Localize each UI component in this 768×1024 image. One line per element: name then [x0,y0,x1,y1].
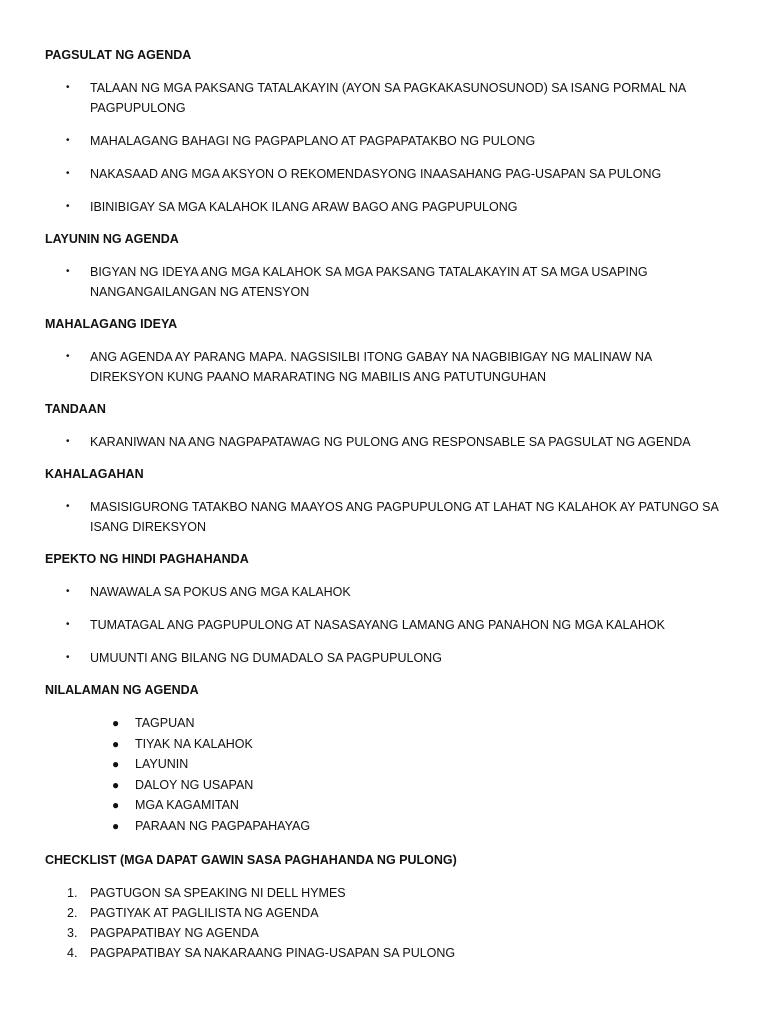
list-item [45,943,728,963]
list-item [45,197,728,217]
bullet-icon: • [66,82,70,93]
list-item [45,131,728,151]
list-number: 1. [67,885,78,900]
bullet-icon: ● [112,736,120,751]
list-item [45,775,728,796]
bullet-list [45,497,728,537]
section-heading: EPEKTO NG HINDI PAGHAHANDA [45,552,249,566]
list-number: 3. [67,925,78,940]
bullet-icon: • [66,652,70,663]
list-item-text: TALAAN NG MGA PAKSANG TATALAKAYIN (AYON SA PAGKAKASUNOSUNOD) SA ISANG PORMAL NA PAGPUPULONG [90,81,686,115]
list-number: 4. [67,945,78,960]
list-item [45,497,728,537]
bullet-icon: • [66,501,70,512]
section-heading: KAHALAGAHAN [45,467,144,481]
list-item-text: KARANIWAN NA ANG NAGPAPATAWAG NG PULONG ANG RESPONSABLE SA PAGSULAT NG AGENDA [90,435,691,449]
bullet-icon: ● [112,777,120,792]
section-mahalagang-ideya [45,315,728,387]
section-heading: MAHALAGANG IDEYA [45,317,178,331]
list-item [45,754,728,775]
list-item-text: LAYUNIN [135,757,189,772]
section-heading: NILALAMAN NG AGENDA [45,683,199,697]
section-layunin-ng-agenda [45,230,728,302]
bullet-list [45,432,728,452]
bullet-icon: • [66,168,70,179]
list-item-text: MGA KAGAMITAN [135,798,239,813]
list-item [45,734,728,755]
list-item-text: MAHALAGANG BAHAGI NG PAGPAPLANO AT PAGPAPATAKBO NG PULONG [90,134,536,148]
list-item-text: PAGPAPATIBAY NG AGENDA [90,925,259,940]
list-item [45,78,728,118]
list-item-text: DALOY NG USAPAN [135,777,254,792]
section-pagsulat-ng-agenda [45,46,728,217]
list-item-text: PAGTUGON SA SPEAKING NI DELL HYMES [90,885,346,900]
bullet-icon: ● [112,757,120,772]
bullet-icon: • [66,266,70,277]
bullet-icon: ● [112,716,120,730]
list-item-text: UMUUNTI ANG BILANG NG DUMADALO SA PAGPUPULONG [90,651,442,665]
list-item-text: NAWAWALA SA POKUS ANG MGA KALAHOK [90,585,351,599]
list-item-text: NAKASAAD ANG MGA AKSYON O REKOMENDASYONG INAASAHANG PAG-USAPAN SA PULONG [90,167,662,181]
bullet-icon: • [66,586,70,597]
bullet-list [45,262,728,302]
section-kahalagahan [45,465,728,537]
bullet-icon: • [66,619,70,630]
list-item-text: BIGYAN NG IDEYA ANG MGA KALAHOK SA MGA PAKSANG TATALAKAYIN AT SA MGA USAPING NANGANGAILANGAN NG ATENSYON [90,265,648,299]
list-item [45,795,728,816]
list-item-text: IBINIBIGAY SA MGA KALAHOK ILANG ARAW BAGO ANG PAGPUPULONG [90,200,518,214]
bullet-icon: • [66,351,70,362]
bullet-list [45,78,728,217]
bullet-icon: ● [112,798,120,813]
section-heading: PAGSULAT NG AGENDA [45,48,192,62]
list-item-text: PAGPAPATIBAY SA NAKARAANG PINAG-USAPAN SA PULONG [90,945,456,960]
list-item [45,164,728,184]
list-item [45,615,728,635]
list-item-text: TIYAK NA KALAHOK [135,736,253,751]
list-item [45,883,728,903]
numbered-list [45,883,728,963]
list-item [45,582,728,602]
section-heading: LAYUNIN NG AGENDA [45,232,179,246]
section-heading: TANDAAN [45,402,106,416]
bullet-icon: ● [112,818,120,833]
list-item [45,903,728,923]
bullet-list [45,582,728,668]
bullet-icon: • [66,201,70,212]
list-item-text: PAGTIYAK AT PAGLILISTA NG AGENDA [90,905,319,920]
list-item-text: PARAAN NG PAGPAPAHAYAG [135,818,311,833]
bullet-icon: • [66,135,70,146]
list-item [45,816,728,837]
list-item [45,347,728,387]
section-tandaan [45,400,728,452]
section-checklist [45,851,728,963]
list-item-text: ANG AGENDA AY PARANG MAPA. NAGSISILBI ITONG GABAY NA NAGBIBIGAY NG MALINAW NA DIREKSYON KUNG PAANO MARARATING NG MABILIS ANG PATUTUNGUHAN [90,350,652,384]
bullet-icon: • [66,436,70,447]
list-item [45,432,728,452]
list-item [45,648,728,668]
dot-list [45,713,728,837]
list-item-text: TAGPUAN [135,716,195,730]
list-item [45,262,728,302]
section-heading: CHECKLIST (MGA DAPAT GAWIN SASA PAGHAHANDA NG PULONG) [45,852,457,867]
list-item-text: TUMATAGAL ANG PAGPUPULONG AT NASASAYANG LAMANG ANG PANAHON NG MGA KALAHOK [90,618,665,632]
list-item [45,713,728,734]
list-item [45,923,728,943]
list-item-text: MASISIGURONG TATAKBO NANG MAAYOS ANG PAGPUPULONG AT LAHAT NG KALAHOK AY PATUNGO SA ISANG DIREKSYON [90,500,719,534]
section-epekto-ng-hindi-paghahanda [45,550,728,668]
list-number: 2. [67,905,78,920]
section-nilalaman-ng-agenda [45,681,728,837]
bullet-list [45,347,728,387]
